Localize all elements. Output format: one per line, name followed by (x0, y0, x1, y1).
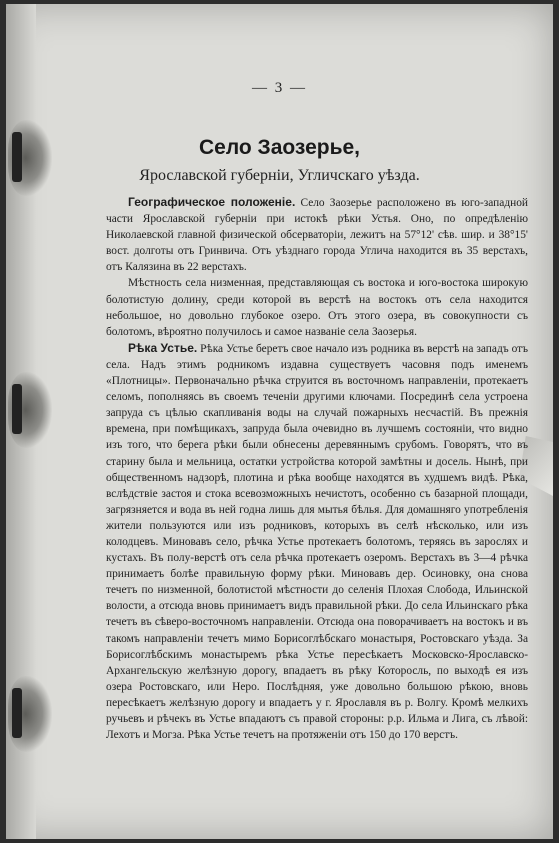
book-page (6, 4, 553, 839)
paragraph-text: Село Заозерье расположено въ юго-западной части Ярославской губерніи при истокѣ рѣки Устья. Оно, по опредѣленію Николаевской главной физической обсерваторіи, лежитъ на 57°12' сѣв. шир. и 38°15' вост. долготы отъ Гринвича. Отъ уѣзднаго города Углича находится въ 35 верстахъ, отъ Калязина въ 22 верстахъ. (106, 197, 528, 274)
binding-staple-middle (8, 372, 52, 448)
paragraph-text: Рѣка Устье беретъ свое начало изъ родника въ верстѣ на западъ отъ села. Надъ этимъ родникомъ издавна существуетъ часовня подъ именемъ «Плотницы». Первоначально рѣчка струится въ восточномъ направленіи, протекаетъ селомъ, пополняясь въ своемъ теченіи другими ключами. Посрединѣ села устроена запруда съ цѣлью скапливанія воды на случай пожарныхъ несчастій. Въ прежнія времена, при помѣщикахъ, запруда была очевидно въ лучшемъ состояніи, что видно изъ того, что берега рѣки были обнесены деревяннымъ срубомъ. Говорятъ, что въ старину была и мельница, остатки устройства которой замѣтны и досель. Нынѣ, при общественномъ надзорѣ, плотина и рѣка вообще находятся въ худшемъ видѣ. Рѣка, вслѣдствіе застоя и стока всевозможныхъ нечистотъ, особенно съ базарной площади, загрязняется и вода въ ней годна лишь для мытья бѣлья. Для домашняго употребленія жители пользуются или изъ родниковъ, которыхъ въ селѣ нѣсколько, или изъ колодцевъ. Миновавъ село, рѣчка Устье протекаетъ болотомъ, теряясь въ зарослях и кустахъ. Въ полу-верстѣ отъ села рѣчка протекаетъ озеромъ. Верстахъ въ 3—4 рѣчка принимаетъ болѣе правильную форму рѣки. Миновавъ дер. Осиновку, она снова течетъ по низменной, болотистой мѣстности до селенія Плохая Слобода, Ильинской волости, а отсюда вновь принимаетъ видъ правильной рѣки. До села Ильинскаго рѣка течетъ въ сѣверо-восточномъ направленіи. Отсюда она поворачиваетъ на востокъ и въ такомъ направленіи течетъ мимо Борисоглѣбскаго монастыря, Ростовскаго уѣзда. За Борисоглѣбскимъ монастыремъ рѣка Устье пересѣкаетъ Московско-Ярославско-Архангельскую желѣзную дорогу, впадаетъ въ рѣку Которосль, по выходѣ ея изъ озера Ростовскаго, или Неро. Послѣдняя, уже довольно большою рѣкою, вновь пересѣкаетъ желѣзную дорогу и впадаетъ у г. Ярославля въ р. Волгу. Кромѣ мелкихъ ручьевъ и рѣчекъ въ Устье впадаютъ съ правой стороны: р.р. Ильма и Лига, съ лѣвой: Лехотъ и Могза. Рѣка Устье течетъ на протяженіи отъ 150 до 170 верстъ. (106, 342, 529, 742)
section-heading-river: Рѣка Устье. (128, 340, 198, 355)
page-number: — 3 — (252, 80, 307, 96)
section-heading-geography: Географическое положеніе. (128, 195, 296, 209)
paragraph-geography (106, 194, 528, 275)
paragraph-river (106, 340, 528, 743)
page-title: Село Заозерье, (198, 136, 361, 159)
paragraph-text: Мѣстность села низменная, представляющая съ востока и юго-востока широкую болотистую долину, среди которой въ верстѣ на востокъ отъ села находится небольшое, но довольно глубокое озеро. Отъ этого озера, въ совокупности съ болотомъ, вѣроятно получилось и самое названіе села Заозерья. (106, 277, 528, 338)
binding-staple-bottom (8, 676, 52, 752)
page-subtitle: Ярославской губерніи, Угличскаго уѣзда. (139, 167, 420, 184)
body-text (106, 194, 528, 743)
paragraph-terrain (106, 275, 528, 339)
